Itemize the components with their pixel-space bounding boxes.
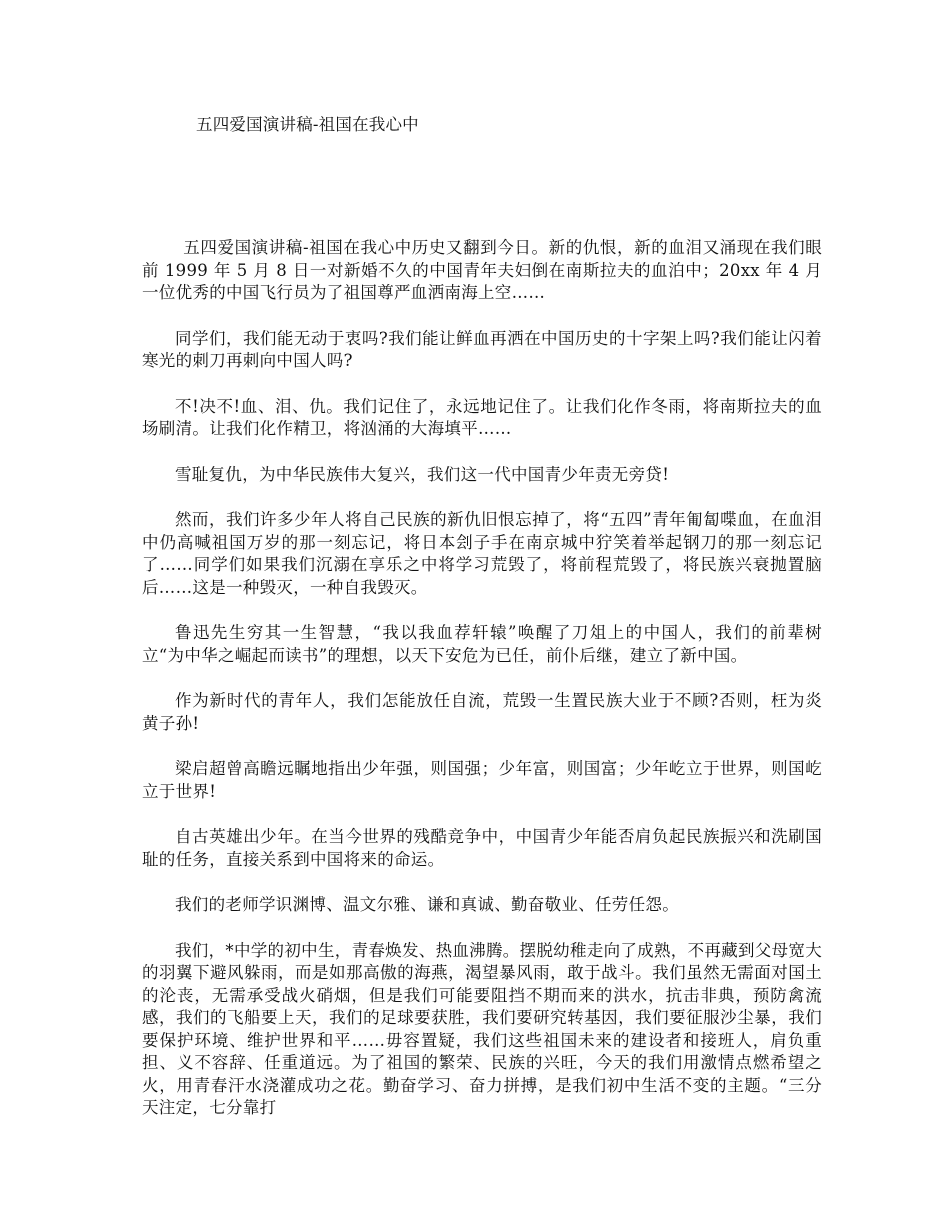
paragraph-7: 作为新时代的青年人，我们怎能放任自流，荒毁一生置民族大业于不顾?否则，枉为炎黄子孙! [142, 691, 822, 733]
document-title: 五四爱国演讲稿-祖国在我心中 [196, 115, 419, 134]
paragraph-2: 同学们，我们能无动于衷吗?我们能让鲜血再洒在中国历史的十字架上吗?我们能让闪着寒光的刺刀再刺向中国人吗? [142, 328, 822, 370]
paragraph-8: 梁启超曾高瞻远瞩地指出少年强，则国强；少年富，则国富；少年屹立于世界，则国屹立于世界! [142, 759, 822, 801]
paragraph-1: 五四爱国演讲稿-祖国在我心中历史又翻到今日。新的仇恨，新的血泪又涌现在我们眼前 1999 年 5 月 8 日一对新婚不久的中国青年夫妇倒在南斯拉夫的血泊中；20xx 年 4 月一位优秀的中国飞行员为了祖国尊严血洒南海上空…… [142, 238, 822, 302]
paragraph-11: 我们，*中学的初中生，青春焕发、热血沸腾。摆脱幼稚走向了成熟，不再藏到父母宽大的羽翼下避风躲雨，而是如那高傲的海燕，渴望暴风雨，敢于战斗。我们虽然无需面对国土的沦丧，无需承受战火硝烟，但是我们可能要阻挡不期而来的洪水，抗击非典，预防禽流感，我们的飞船要上天，我们的足球要获胜，我们要研究转基因，我们要征服沙尘暴，我们要保护环境、维护世界和平……毋容置疑，我们这些祖国未来的建设者和接班人，肩负重担、义不容辞、任重道远。为了祖国的繁荣、民族的兴旺，今天的我们用激情点燃希望之火，用青春汗水浇灌成功之花。勤奋学习、奋力拼搏，是我们初中生活不变的主题。“三分天注定，七分靠打 [142, 940, 822, 1117]
paragraph-10: 我们的老师学识渊博、温文尔雅、谦和真诚、勤奋敬业、任劳任怨。 [175, 895, 679, 914]
document-body [142, 237, 822, 1120]
paragraph-3: 不!决不!血、泪、仇。我们记住了，永远地记住了。让我们化作冬雨，将南斯拉夫的血场刷清。让我们化作精卫，将汹涌的大海填平…… [142, 396, 822, 438]
paragraph-9: 自古英雄出少年。在当今世界的残酷竞争中，中国青少年能否肩负起民族振兴和洗刷国耻的任务，直接关系到中国将来的命运。 [142, 827, 822, 869]
paragraph-5: 然而，我们许多少年人将自己民族的新仇旧恨忘掉了，将“五四”青年匍匐喋血，在血泪中仍高喊祖国万岁的那一刻忘记，将日本刽子手在南京城中狞笑着举起钢刀的那一刻忘记了……同学们如果我们沉溺在享乐之中将学习荒毁了，将前程荒毁了，将民族兴衰抛置脑后……这是一种毁灭，一种自我毁灭。 [142, 510, 822, 597]
paragraph-4: 雪耻复仇，为中华民族伟大复兴，我们这一代中国青少年责无旁贷! [175, 464, 670, 484]
paragraph-6: 鲁迅先生穷其一生智慧，“我以我血荐轩辕”唤醒了刀俎上的中国人，我们的前辈树立“为中华之崛起而读书”的理想，以天下安危为已任，前仆后继，建立了新中国。 [142, 623, 822, 665]
